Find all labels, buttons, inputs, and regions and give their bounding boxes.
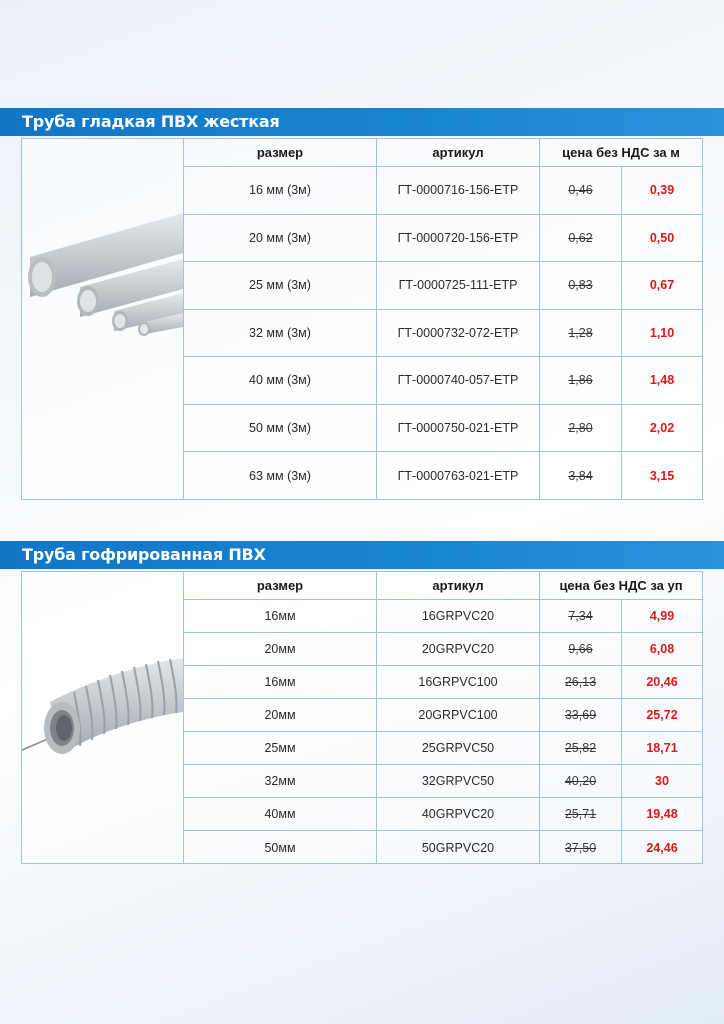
size-cell: 32 мм (3м) [184,310,377,357]
article-cell: 25GRPVC50 [377,732,540,764]
old-price-cell: 0,46 [540,167,622,214]
table-row [184,666,702,699]
section1-header-row [184,139,702,167]
size-cell: 20мм [184,633,377,665]
price-cell: 1,48 [649,373,675,388]
price-cell: 18,71 [646,741,678,755]
article-cell: 50GRPVC20 [377,831,540,864]
table-row [184,633,702,666]
old-price-cell: 37,50 [540,831,622,864]
section1-title: Труба гладкая ПВХ жесткая [22,112,280,131]
size-cell: 16 мм (3м) [184,167,377,214]
price-cell: 19,48 [646,807,678,821]
header-article: артикул [377,572,540,599]
article-cell: 20GRPVC100 [377,699,540,731]
article-cell: ГТ-0000716-156-ЕТР [377,167,540,214]
pvc-corrugated-pipe-image [22,572,184,863]
section2-banner [0,541,724,569]
price-cell: 4,99 [649,609,675,623]
price-cell: 30 [655,774,669,788]
size-cell: 50мм [184,831,377,864]
table-row [184,357,702,405]
old-price-cell: 7,34 [540,600,622,632]
table-row [184,699,702,732]
pvc-smooth-pipes-image [22,139,184,499]
old-price-cell: 25,82 [540,732,622,764]
article-cell: ГТ-0000750-021-ЕТР [377,405,540,452]
article-cell: 16GRPVC100 [377,666,540,698]
old-price-cell: 3,84 [540,452,622,500]
size-cell: 20 мм (3м) [184,215,377,262]
old-price-cell: 0,62 [540,215,622,262]
section2-table [21,571,703,864]
old-price-cell: 1,86 [540,357,622,404]
table-row [184,167,702,215]
header-size: размер [184,139,377,166]
article-cell: 40GRPVC20 [377,798,540,830]
header-article: артикул [377,139,540,166]
price-cell: 20,46 [646,675,678,689]
price-cell: 2,02 [649,420,675,435]
old-price-cell: 25,71 [540,798,622,830]
size-cell: 40 мм (3м) [184,357,377,404]
size-cell: 40мм [184,798,377,830]
header-price: цена без НДС за уп [559,578,683,593]
price-cell: 24,46 [646,840,678,855]
size-cell: 32мм [184,765,377,797]
old-price-cell: 33,69 [540,699,622,731]
header-size: размер [184,572,377,599]
section1-banner [0,108,724,136]
table-row [184,798,702,831]
section2-header-row [184,572,702,600]
old-price-cell: 1,28 [540,310,622,357]
old-price-cell: 2,80 [540,405,622,452]
article-cell: ГТ-0000740-057-ЕТР [377,357,540,404]
size-cell: 20мм [184,699,377,731]
table-row [184,732,702,765]
old-price-cell: 40,20 [540,765,622,797]
old-price-cell: 9,66 [540,633,622,665]
section1-table [21,138,703,500]
price-cell: 0,67 [649,278,675,293]
table-row [184,452,702,500]
size-cell: 25мм [184,732,377,764]
size-cell: 16мм [184,600,377,632]
price-cell: 6,08 [649,642,675,656]
article-cell: ГТ-0000725-111-ЕТР [377,262,540,309]
table-row [184,405,702,453]
header-price: цена без НДС за м [562,145,680,160]
table-row [184,310,702,358]
price-cell: 3,15 [649,468,675,483]
table-row [184,765,702,798]
size-cell: 50 мм (3м) [184,405,377,452]
article-cell: ГТ-0000720-156-ЕТР [377,215,540,262]
price-cell: 0,50 [649,230,675,245]
old-price-cell: 26,13 [540,666,622,698]
price-cell: 1,10 [649,325,675,340]
size-cell: 16мм [184,666,377,698]
price-cell: 25,72 [646,708,678,722]
section2-rows [184,600,702,864]
table-row [184,262,702,310]
price-cell: 0,39 [649,183,675,198]
table-row [184,215,702,263]
article-cell: 20GRPVC20 [377,633,540,665]
table-row [184,600,702,633]
old-price-cell: 0,83 [540,262,622,309]
article-cell: 32GRPVC50 [377,765,540,797]
table-row [184,831,702,864]
size-cell: 25 мм (3м) [184,262,377,309]
size-cell: 63 мм (3м) [184,452,377,500]
article-cell: ГТ-0000732-072-ЕТР [377,310,540,357]
section2-title: Труба гофрированная ПВХ [22,545,266,564]
article-cell: ГТ-0000763-021-ЕТР [377,452,540,500]
article-cell: 16GRPVC20 [377,600,540,632]
section1-rows [184,167,702,500]
